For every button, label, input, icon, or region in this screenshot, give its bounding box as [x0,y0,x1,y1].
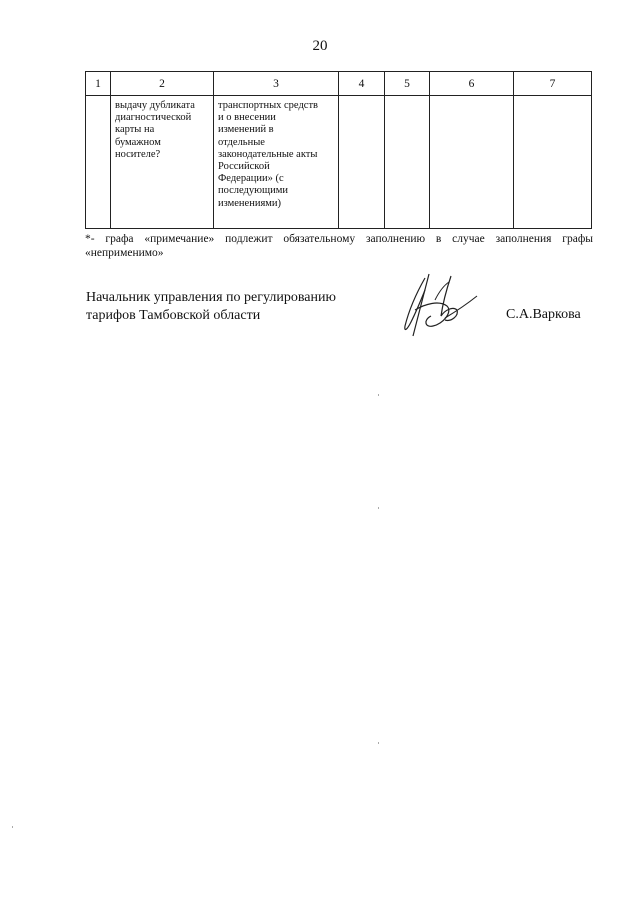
cell-text [86,96,110,100]
table-cell [339,96,385,229]
cell-text [339,96,384,100]
column-header: 5 [385,72,430,96]
table-cell [111,96,214,229]
cell-text [385,96,429,100]
signer-title-line: тарифов Тамбовской области [86,308,261,323]
cell-text: транспортных средств и о внесении изменений в отдельные законодательные акты Российской Федерации» (с последующими изменениями) [218,100,319,209]
page-number: 20 [312,38,328,54]
signer-title-line: Начальник управления по регулированию [86,290,336,305]
column-header: 3 [214,72,339,96]
table-cell [385,96,430,229]
scan-artifact [378,507,379,509]
column-header: 6 [430,72,514,96]
column-header: 1 [86,72,111,96]
scan-artifact [378,742,379,744]
footnote-line: *- графа «примечание» подлежит обязательному заполнению в случае заполнения графы [85,233,593,245]
handwritten-signature [395,270,495,342]
scan-artifact [378,394,379,396]
scan-artifact [12,826,13,828]
table-row [86,96,592,229]
table-cell [86,96,111,229]
table-cell [430,96,514,229]
signer-title [86,289,336,325]
table-cell [214,96,339,229]
column-header: 4 [339,72,385,96]
cell-text [430,96,513,100]
data-table [85,71,592,229]
footnote-line: «неприменимо» [85,247,164,259]
column-header: 7 [514,72,592,96]
signer-name: С.А.Варкова [506,307,581,322]
column-header: 2 [111,72,214,96]
footnote [85,232,593,260]
table-cell [514,96,592,229]
cell-text [514,96,591,100]
table-header-row [86,72,592,96]
cell-text: выдачу дубликата диагностической карты на бумажном носителе? [115,100,195,160]
